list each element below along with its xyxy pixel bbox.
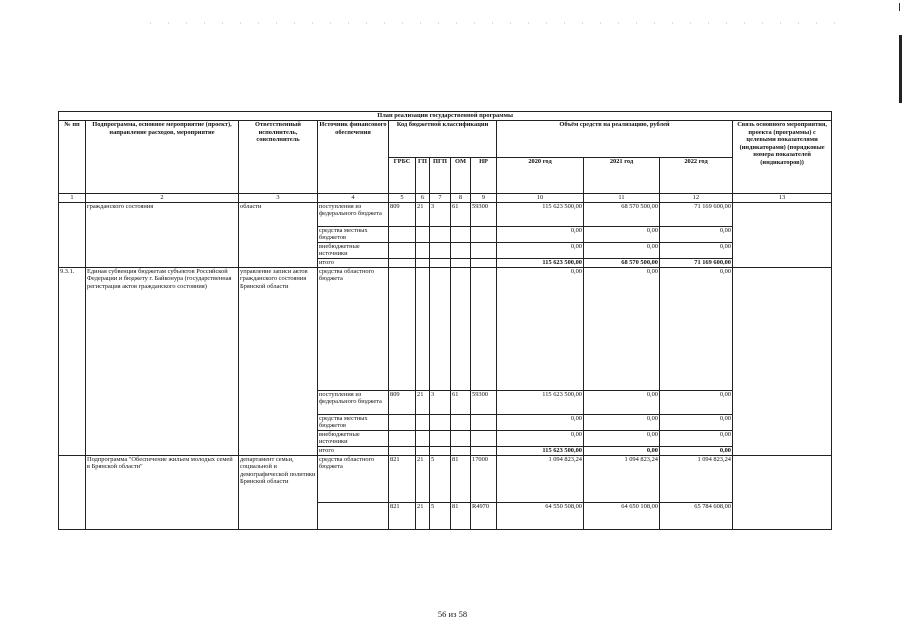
col-number: 2 <box>86 194 239 203</box>
header-om: ОМ <box>451 157 471 194</box>
scan-edge-bar <box>899 35 902 103</box>
col-number: 7 <box>430 194 451 203</box>
code-grbs: 809 <box>389 390 416 414</box>
scan-artifact <box>150 22 850 24</box>
value-2022: 71 169 600,00 <box>660 202 733 226</box>
table-row <box>59 455 832 502</box>
row-num <box>59 202 86 267</box>
table-title: План реализации государственной программы <box>59 112 832 121</box>
col-number: 12 <box>660 194 733 203</box>
row-source: поступления из федерального бюджета <box>318 202 389 226</box>
code-np: R4970 <box>471 502 497 529</box>
code-grbs: 821 <box>389 455 416 502</box>
page-number: 56 из 58 <box>437 609 468 619</box>
header-2022: 2022 год <box>660 157 733 194</box>
value-2022: 1 094 823,24 <box>660 455 733 502</box>
value-2020: 115 623 500,00 <box>497 390 584 414</box>
value-2020: 0,00 <box>497 414 584 430</box>
code-pgp: 5 <box>430 502 451 529</box>
code-pgp: 3 <box>430 202 451 226</box>
value-2021: 64 650 108,00 <box>584 502 660 529</box>
row-num <box>59 455 86 529</box>
col-number: 5 <box>389 194 416 203</box>
value-2022: 0,00 <box>660 226 733 242</box>
total-2022: 71 169 600,00 <box>660 258 733 267</box>
code-om: 81 <box>451 455 471 502</box>
col-number: 1 <box>59 194 86 203</box>
table-row <box>59 267 832 390</box>
row-source: средства местных бюджетов <box>318 226 389 242</box>
value-2022: 0,00 <box>660 242 733 258</box>
value-2022: 0,00 <box>660 414 733 430</box>
row-executor: департамент семьи, социальной и демографической политики Брянской области <box>239 455 318 529</box>
total-2021: 0,00 <box>584 446 660 455</box>
scan-edge-mark <box>899 3 900 11</box>
code-om: 61 <box>451 390 471 414</box>
total-2022: 0,00 <box>660 446 733 455</box>
row-source: внебюджетные источники <box>318 242 389 258</box>
col-number: 4 <box>318 194 389 203</box>
code-pgp: 3 <box>430 390 451 414</box>
table-row <box>59 202 832 226</box>
col-number: 11 <box>584 194 660 203</box>
code-gp: 21 <box>416 202 430 226</box>
row-source: средства местных бюджетов <box>318 414 389 430</box>
row-name: Единая субвенция бюджетам субъектов Российской Федерации и бюджету г. Байконура (государственная регистрация актов гражданского состояния) <box>86 267 239 455</box>
value-2020: 0,00 <box>497 226 584 242</box>
value-2021: 0,00 <box>584 242 660 258</box>
row-source: итого <box>318 446 389 455</box>
header-source: Источник финансового обеспечения <box>318 121 389 194</box>
value-2020: 0,00 <box>497 242 584 258</box>
value-2022: 65 784 608,00 <box>660 502 733 529</box>
code-gp: 21 <box>416 455 430 502</box>
row-source: поступления из федерального бюджета <box>318 390 389 414</box>
row-link <box>733 267 832 455</box>
value-2021: 0,00 <box>584 267 660 390</box>
row-source: средства областного бюджета <box>318 267 389 390</box>
value-2021: 0,00 <box>584 390 660 414</box>
value-2022: 0,00 <box>660 430 733 446</box>
code-gp: 21 <box>416 502 430 529</box>
header-np: НР <box>471 157 497 194</box>
row-name: гражданского состояния <box>86 202 239 267</box>
value-2021: 0,00 <box>584 430 660 446</box>
row-name: Подпрограмма "Обеспечение жильем молодых семей в Брянской области" <box>86 455 239 529</box>
value-2021: 0,00 <box>584 414 660 430</box>
code-np: 59300 <box>471 202 497 226</box>
code-gp: 21 <box>416 390 430 414</box>
value-2021: 1 094 823,24 <box>584 455 660 502</box>
header-2021: 2021 год <box>584 157 660 194</box>
value-2020: 115 623 500,00 <box>497 202 584 226</box>
total-2020: 115 623 500,00 <box>497 258 584 267</box>
row-link <box>733 455 832 529</box>
value-2020: 0,00 <box>497 430 584 446</box>
col-number: 13 <box>733 194 832 203</box>
value-2021: 68 570 500,00 <box>584 202 660 226</box>
col-number: 8 <box>451 194 471 203</box>
code-om: 61 <box>451 202 471 226</box>
code-grbs: 821 <box>389 502 416 529</box>
row-executor: управление записи актов гражданского состояния Брянской области <box>239 267 318 455</box>
col-number: 9 <box>471 194 497 203</box>
header-volume: Объём средств на реализацию, рублей <box>497 121 733 158</box>
value-2020: 64 550 508,00 <box>497 502 584 529</box>
row-source <box>318 502 389 529</box>
program-plan-table <box>58 111 832 530</box>
header-2020: 2020 год <box>497 157 584 194</box>
row-link <box>733 202 832 267</box>
code-np: 59300 <box>471 390 497 414</box>
header-pgp: ПГП <box>430 157 451 194</box>
code-om: 81 <box>451 502 471 529</box>
code-pgp: 5 <box>430 455 451 502</box>
row-num: 9.3.1. <box>59 267 86 455</box>
row-source: внебюджетные источники <box>318 430 389 446</box>
header-budget-code: Код бюджетной классификации <box>389 121 497 158</box>
code-grbs: 809 <box>389 202 416 226</box>
header-executor: Ответственный исполнитель, соисполнитель <box>239 121 318 194</box>
col-number: 3 <box>239 194 318 203</box>
header-gp: ГП <box>416 157 430 194</box>
total-2020: 115 623 500,00 <box>497 446 584 455</box>
code-np: 17000 <box>471 455 497 502</box>
row-source: средства областного бюджета <box>318 455 389 502</box>
header-subprogram: Подпрограмма, основное мероприятие (проект), направление расходов, мероприятие <box>86 121 239 194</box>
header-grbs: ГРБС <box>389 157 416 194</box>
header-link: Связь основного мероприятия, проекта (программы) с целевыми показателями (индикаторами) (порядковые номера показателей (индикаторов)) <box>733 121 832 194</box>
value-2021: 0,00 <box>584 226 660 242</box>
total-2021: 68 570 500,00 <box>584 258 660 267</box>
value-2022: 0,00 <box>660 390 733 414</box>
header-num: № пп <box>59 121 86 194</box>
row-source: итого <box>318 258 389 267</box>
value-2020: 1 094 823,24 <box>497 455 584 502</box>
value-2022: 0,00 <box>660 267 733 390</box>
row-executor: области <box>239 202 318 267</box>
col-number: 10 <box>497 194 584 203</box>
col-number: 6 <box>416 194 430 203</box>
value-2020: 0,00 <box>497 267 584 390</box>
